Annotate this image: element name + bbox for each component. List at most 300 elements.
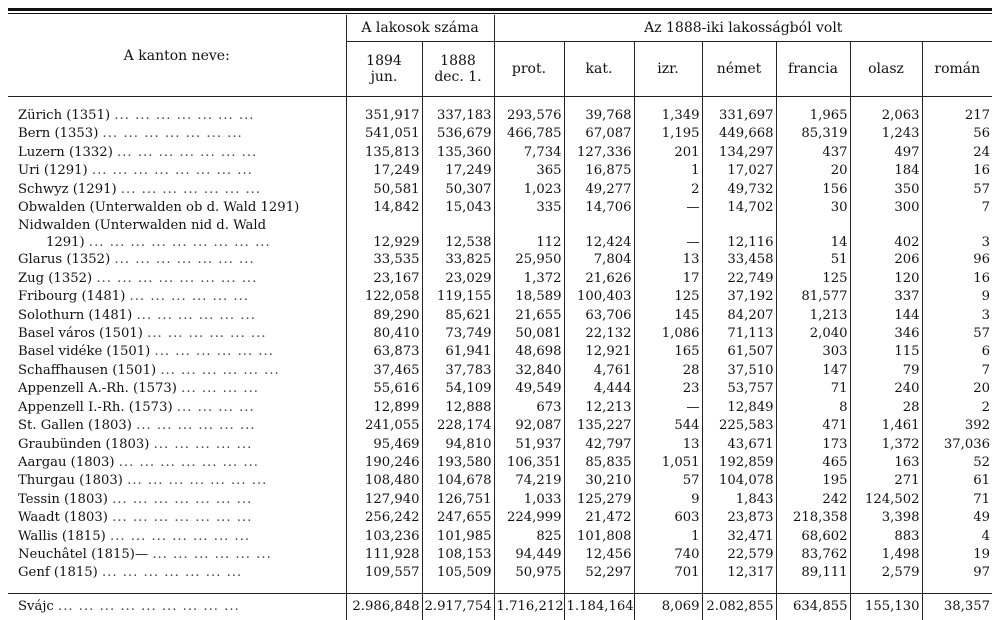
header-izr: izr.: [634, 42, 702, 97]
cell-nemet: 22,749: [702, 270, 776, 288]
cell-francia: 85,319: [776, 125, 850, 143]
cell-francia: 8: [776, 399, 850, 417]
header-nemet: német: [702, 42, 776, 97]
cell-p1894: 122,058: [346, 288, 422, 306]
cell-kat: 22,132: [564, 325, 634, 343]
cell-roman: 19: [922, 546, 992, 564]
canton-name-cell: [8, 564, 346, 582]
table-row: [8, 491, 992, 509]
cell-nemet: 61,507: [702, 343, 776, 361]
table-row: [8, 436, 992, 454]
canton-name-cell: [8, 144, 346, 162]
table-row: [8, 417, 992, 435]
cell-nemet: 104,078: [702, 472, 776, 490]
canton-name-cell: [8, 162, 346, 180]
cell-izr: 28: [634, 362, 702, 380]
cell-roman: 38,357: [922, 593, 992, 620]
canton-name: St. Gallen (1803): [18, 418, 132, 434]
cell-francia: 303: [776, 343, 850, 361]
canton-name-cell: [8, 528, 346, 546]
cell-p1894: 127,940: [346, 491, 422, 509]
cell-francia: 1,213: [776, 307, 850, 325]
cell-p1888: 101,985: [422, 528, 494, 546]
canton-name: Aargau (1803): [18, 454, 115, 470]
cell-olasz: 3,398: [850, 509, 922, 527]
cell-izr: 603: [634, 509, 702, 527]
cell-p1894: 351,917: [346, 107, 422, 125]
top-double-rule: [8, 8, 992, 11]
cell-p1888: 105,509: [422, 564, 494, 582]
cell-roman: 16: [922, 162, 992, 180]
cell-p1888: 2.917,754: [422, 593, 494, 620]
cell-p1888: 536,679: [422, 125, 494, 143]
cell-roman: 71: [922, 491, 992, 509]
cell-prot: 92,087: [494, 417, 564, 435]
canton-name: Glarus (1352): [18, 252, 111, 268]
canton-name-cell: [8, 181, 346, 199]
cell-p1894: 541,051: [346, 125, 422, 143]
canton-name: Basel vidéke (1501): [18, 344, 151, 360]
canton-name-cell: [8, 217, 346, 234]
table-row: [8, 564, 992, 582]
table-row: [8, 125, 992, 143]
cell-p1894: 95,469: [346, 436, 422, 454]
cell-kat: 125,279: [564, 491, 634, 509]
leader-dots: ... ... ... ...: [181, 381, 260, 397]
cell-nemet: 12,849: [702, 399, 776, 417]
cell-kat: 49,277: [564, 181, 634, 199]
cell-roman: 16: [922, 270, 992, 288]
canton-name-cell: [8, 593, 346, 620]
cell-francia: 195: [776, 472, 850, 490]
cell-prot: 224,999: [494, 509, 564, 527]
header-roman: román: [922, 42, 992, 97]
cell-prot: 50,975: [494, 564, 564, 582]
canton-name: 1291): [46, 235, 85, 251]
cell-nemet: 53,757: [702, 380, 776, 398]
cell-nemet: 449,668: [702, 125, 776, 143]
cell-francia: 89,111: [776, 564, 850, 582]
cell-kat: 1.184,164: [564, 593, 634, 620]
cell-roman: 97: [922, 564, 992, 582]
total-row: [8, 593, 992, 620]
cell-p1894: 190,246: [346, 454, 422, 472]
canton-name-cell: [8, 380, 346, 398]
leader-dots: ... ... ... ... ... ... ...: [117, 144, 258, 160]
cell-p1894: 109,557: [346, 564, 422, 582]
cell-p1888: 50,307: [422, 181, 494, 199]
cell-p1894: 80,410: [346, 325, 422, 343]
cell-olasz: 346: [850, 325, 922, 343]
cell-izr: 201: [634, 144, 702, 162]
cell-francia: 156: [776, 181, 850, 199]
cell-olasz: 300: [850, 199, 922, 217]
spacer-row: [8, 583, 992, 594]
cell-francia: 125: [776, 270, 850, 288]
cell-prot: 673: [494, 399, 564, 417]
leader-dots: ... ... ... ... ... ... ...: [101, 565, 243, 581]
cell-p1888: 104,678: [422, 472, 494, 490]
cell-kat: 67,087: [564, 125, 634, 143]
cell-p1888: 54,109: [422, 380, 494, 398]
canton-name-cell: [8, 325, 346, 343]
leader-dots: ... ... ... ... ... ...: [136, 418, 256, 434]
table-row: [8, 107, 992, 125]
canton-name: Wallis (1815): [18, 528, 106, 544]
leader-dots: ... ... ... ... ... ... ...: [127, 473, 268, 489]
cell-p1888: 135,360: [422, 144, 494, 162]
cell-nemet: 43,671: [702, 436, 776, 454]
cell-prot: 1,033: [494, 491, 564, 509]
cell-izr: —: [634, 199, 702, 217]
cell-prot: 825: [494, 528, 564, 546]
leader-dots: ... ... ... ... ... ...: [147, 326, 267, 342]
empty-cell: [850, 217, 922, 234]
cell-nemet: 12,317: [702, 564, 776, 582]
canton-name: Uri (1291): [18, 163, 88, 179]
cell-olasz: 1,498: [850, 546, 922, 564]
cell-olasz: 163: [850, 454, 922, 472]
table-row: [8, 288, 992, 306]
cell-prot: 293,576: [494, 107, 564, 125]
cell-nemet: 22,579: [702, 546, 776, 564]
leader-dots: ... ... ... ... ... ...: [136, 307, 256, 323]
cell-kat: 4,444: [564, 380, 634, 398]
cell-izr: 9: [634, 491, 702, 509]
cell-francia: 173: [776, 436, 850, 454]
canton-name: Waadt (1803): [18, 510, 108, 526]
canton-name-cell: [8, 107, 346, 125]
table-row: [8, 472, 992, 490]
cell-p1894: 12,929: [346, 234, 422, 251]
cell-izr: 1,086: [634, 325, 702, 343]
table-row: [8, 251, 992, 269]
cell-kat: 14,706: [564, 199, 634, 217]
cell-kat: 100,403: [564, 288, 634, 306]
cell-izr: —: [634, 399, 702, 417]
cell-francia: 147: [776, 362, 850, 380]
cell-francia: 437: [776, 144, 850, 162]
cell-p1888: 33,825: [422, 251, 494, 269]
cell-izr: 23: [634, 380, 702, 398]
cell-kat: 12,213: [564, 399, 634, 417]
cell-nemet: 32,471: [702, 528, 776, 546]
leader-dots: ... ... ... ... ...: [153, 436, 253, 452]
cell-izr: 165: [634, 343, 702, 361]
canton-name: Basel város (1501): [18, 326, 143, 342]
cell-prot: 51,937: [494, 436, 564, 454]
cell-nemet: 14,702: [702, 199, 776, 217]
cell-olasz: 1,243: [850, 125, 922, 143]
cell-kat: 42,797: [564, 436, 634, 454]
cell-roman: 3: [922, 307, 992, 325]
table-body: [8, 97, 992, 620]
cell-izr: 125: [634, 288, 702, 306]
cell-izr: 701: [634, 564, 702, 582]
cell-francia: 242: [776, 491, 850, 509]
cell-prot: 74,219: [494, 472, 564, 490]
canton-name-cell: [8, 472, 346, 490]
leader-dots: ... ... ... ... ... ... ...: [118, 454, 259, 470]
leader-dots: ... ... ... ... ... ... ... ... ...: [58, 598, 240, 614]
cell-olasz: 115: [850, 343, 922, 361]
cell-p1894: 55,616: [346, 380, 422, 398]
cell-kat: 21,626: [564, 270, 634, 288]
cell-nemet: 17,027: [702, 162, 776, 180]
cell-kat: 7,804: [564, 251, 634, 269]
cell-kat: 16,875: [564, 162, 634, 180]
cell-olasz: 155,130: [850, 593, 922, 620]
empty-cell: [702, 217, 776, 234]
leader-dots: ... ... ... ... ... ... ... ...: [91, 163, 253, 179]
cell-izr: 1,195: [634, 125, 702, 143]
cell-prot: 48,698: [494, 343, 564, 361]
cell-roman: 3: [922, 234, 992, 251]
cell-p1888: 37,783: [422, 362, 494, 380]
cell-p1888: 193,580: [422, 454, 494, 472]
cell-p1888: 94,810: [422, 436, 494, 454]
cell-izr: 1: [634, 528, 702, 546]
cell-nemet: 37,510: [702, 362, 776, 380]
cell-prot: 49,549: [494, 380, 564, 398]
cell-olasz: 2,579: [850, 564, 922, 582]
header-olasz: olasz: [850, 42, 922, 97]
cell-p1888: 17,249: [422, 162, 494, 180]
cell-p1894: 135,813: [346, 144, 422, 162]
cell-p1894: 63,873: [346, 343, 422, 361]
cell-prot: 1.716,212: [494, 593, 564, 620]
canton-population-table: [8, 15, 992, 620]
cell-roman: 49: [922, 509, 992, 527]
cell-p1888: 85,621: [422, 307, 494, 325]
canton-name: Genf (1815): [18, 565, 98, 581]
header-1888: 1888 dec. 1.: [422, 42, 494, 97]
cell-kat: 85,835: [564, 454, 634, 472]
cell-francia: 20: [776, 162, 850, 180]
cell-p1888: 23,029: [422, 270, 494, 288]
table-row: [8, 162, 992, 180]
cell-roman: 57: [922, 181, 992, 199]
cell-roman: 2: [922, 399, 992, 417]
canton-name-cell: [8, 399, 346, 417]
cell-olasz: 124,502: [850, 491, 922, 509]
leader-dots: ... ... ... ... ... ...: [154, 344, 274, 360]
cell-p1894: 23,167: [346, 270, 422, 288]
canton-name: Luzern (1332): [18, 144, 113, 160]
empty-cell: [422, 217, 494, 234]
cell-francia: 30: [776, 199, 850, 217]
header-canton-name: A kanton neve:: [8, 15, 346, 97]
cell-olasz: 120: [850, 270, 922, 288]
cell-olasz: 79: [850, 362, 922, 380]
cell-roman: 24: [922, 144, 992, 162]
cell-kat: 135,227: [564, 417, 634, 435]
cell-olasz: 240: [850, 380, 922, 398]
canton-name: Bern (1353): [18, 126, 99, 142]
cell-kat: 101,808: [564, 528, 634, 546]
table-row: [8, 454, 992, 472]
cell-prot: 7,734: [494, 144, 564, 162]
table-row: [8, 546, 992, 564]
cell-roman: 9: [922, 288, 992, 306]
leader-dots: ... ... ... ... ... ...: [160, 362, 280, 378]
table-row: [8, 362, 992, 380]
cell-prot: 112: [494, 234, 564, 251]
leader-dots: ... ... ... ... ... ... ...: [102, 126, 243, 142]
cell-p1888: 12,888: [422, 399, 494, 417]
canton-name-cell: [8, 546, 346, 564]
cell-olasz: 28: [850, 399, 922, 417]
cell-prot: 106,351: [494, 454, 564, 472]
header-1888-group: Az 1888-iki lakosságból volt: [494, 15, 992, 42]
cell-nemet: 23,873: [702, 509, 776, 527]
empty-cell: [564, 217, 634, 234]
leader-dots: ... ... ... ... ... ... ... ...: [96, 270, 258, 286]
top-rule-thin: [8, 13, 992, 14]
canton-name-cell: [8, 251, 346, 269]
cell-nemet: 1,843: [702, 491, 776, 509]
cell-prot: 50,081: [494, 325, 564, 343]
canton-name: Graubünden (1803): [18, 436, 150, 452]
cell-p1888: 119,155: [422, 288, 494, 306]
canton-name-cell: [8, 307, 346, 325]
empty-cell: [922, 217, 992, 234]
cell-olasz: 2,063: [850, 107, 922, 125]
cell-olasz: 337: [850, 288, 922, 306]
header-1894: 1894 jun.: [346, 42, 422, 97]
cell-olasz: 144: [850, 307, 922, 325]
cell-nemet: 225,583: [702, 417, 776, 435]
cell-kat: 4,761: [564, 362, 634, 380]
cell-roman: 96: [922, 251, 992, 269]
table-row-wrap-line: [8, 217, 992, 234]
cell-prot: 18,589: [494, 288, 564, 306]
cell-nemet: 2.082,855: [702, 593, 776, 620]
cell-p1894: 111,928: [346, 546, 422, 564]
cell-p1888: 61,941: [422, 343, 494, 361]
cell-francia: 81,577: [776, 288, 850, 306]
cell-izr: 13: [634, 251, 702, 269]
cell-francia: 218,358: [776, 509, 850, 527]
canton-name: Appenzell I.-Rh. (1573): [18, 399, 173, 415]
canton-name-cell: [8, 491, 346, 509]
table-row: [8, 144, 992, 162]
leader-dots: ... ... ... ... ... ... ...: [109, 528, 251, 544]
cell-p1888: 108,153: [422, 546, 494, 564]
cell-p1888: 15,043: [422, 199, 494, 217]
cell-kat: 63,706: [564, 307, 634, 325]
table-row: [8, 307, 992, 325]
cell-olasz: 1,372: [850, 436, 922, 454]
cell-roman: 57: [922, 325, 992, 343]
canton-name: Obwalden (Unterwalden ob d. Wald 1291): [18, 200, 300, 216]
leader-dots: ... ... ... ...: [176, 399, 255, 415]
canton-name: Thurgau (1803): [18, 473, 123, 489]
cell-nemet: 84,207: [702, 307, 776, 325]
cell-francia: 2,040: [776, 325, 850, 343]
canton-name-cell: [8, 417, 346, 435]
cell-kat: 52,297: [564, 564, 634, 582]
cell-olasz: 402: [850, 234, 922, 251]
cell-olasz: 206: [850, 251, 922, 269]
cell-roman: 61: [922, 472, 992, 490]
cell-p1894: 256,242: [346, 509, 422, 527]
cell-p1894: 2.986,848: [346, 593, 422, 620]
cell-p1888: 228,174: [422, 417, 494, 435]
canton-name: Neuchâtel (1815)—: [18, 546, 149, 562]
cell-nemet: 33,458: [702, 251, 776, 269]
cell-olasz: 184: [850, 162, 922, 180]
cell-prot: 94,449: [494, 546, 564, 564]
cell-francia: 51: [776, 251, 850, 269]
canton-name: Tessin (1803): [18, 491, 108, 507]
leader-dots: ... ... ... ... ... ... ... ... ...: [88, 235, 271, 251]
cell-olasz: 271: [850, 472, 922, 490]
cell-izr: 145: [634, 307, 702, 325]
cell-kat: 127,336: [564, 144, 634, 162]
cell-p1894: 89,290: [346, 307, 422, 325]
cell-p1888: 126,751: [422, 491, 494, 509]
table-row: [8, 181, 992, 199]
canton-name-cell: [8, 362, 346, 380]
table-row: [8, 380, 992, 398]
cell-nemet: 49,732: [702, 181, 776, 199]
canton-name: Schwyz (1291): [18, 181, 117, 197]
cell-izr: 544: [634, 417, 702, 435]
header-population-group: A lakosok száma: [346, 15, 494, 42]
cell-roman: 7: [922, 199, 992, 217]
cell-prot: 25,950: [494, 251, 564, 269]
cell-roman: 4: [922, 528, 992, 546]
empty-cell: [776, 217, 850, 234]
cell-roman: 56: [922, 125, 992, 143]
cell-izr: 57: [634, 472, 702, 490]
canton-name-cell: [8, 454, 346, 472]
canton-name: Svájc: [18, 598, 54, 614]
canton-name: Zürich (1351): [18, 108, 111, 123]
leader-dots: ... ... ... ... ... ... ...: [114, 108, 255, 123]
canton-name-cell: [8, 125, 346, 143]
cell-francia: 68,602: [776, 528, 850, 546]
cell-prot: 466,785: [494, 125, 564, 143]
table-row: [8, 509, 992, 527]
cell-prot: 1,372: [494, 270, 564, 288]
cell-roman: 7: [922, 362, 992, 380]
table-row: [8, 399, 992, 417]
cell-kat: 12,456: [564, 546, 634, 564]
leader-dots: ... ... ... ... ... ... ...: [112, 491, 253, 507]
cell-nemet: 331,697: [702, 107, 776, 125]
cell-francia: 14: [776, 234, 850, 251]
canton-name-cell: [8, 270, 346, 288]
cell-roman: 6: [922, 343, 992, 361]
cell-roman: 20: [922, 380, 992, 398]
leader-dots: ... ... ... ... ... ...: [152, 546, 272, 562]
leader-dots: ... ... ... ... ... ... ...: [112, 510, 253, 526]
cell-p1888: 12,538: [422, 234, 494, 251]
empty-cell: [634, 217, 702, 234]
cell-izr: 13: [634, 436, 702, 454]
cell-olasz: 497: [850, 144, 922, 162]
cell-izr: 740: [634, 546, 702, 564]
canton-name: Fribourg (1481): [18, 289, 126, 305]
cell-francia: 1,965: [776, 107, 850, 125]
table-row: [8, 343, 992, 361]
header-francia: francia: [776, 42, 850, 97]
cell-izr: —: [634, 234, 702, 251]
cell-prot: 365: [494, 162, 564, 180]
canton-name-cell: [8, 436, 346, 454]
